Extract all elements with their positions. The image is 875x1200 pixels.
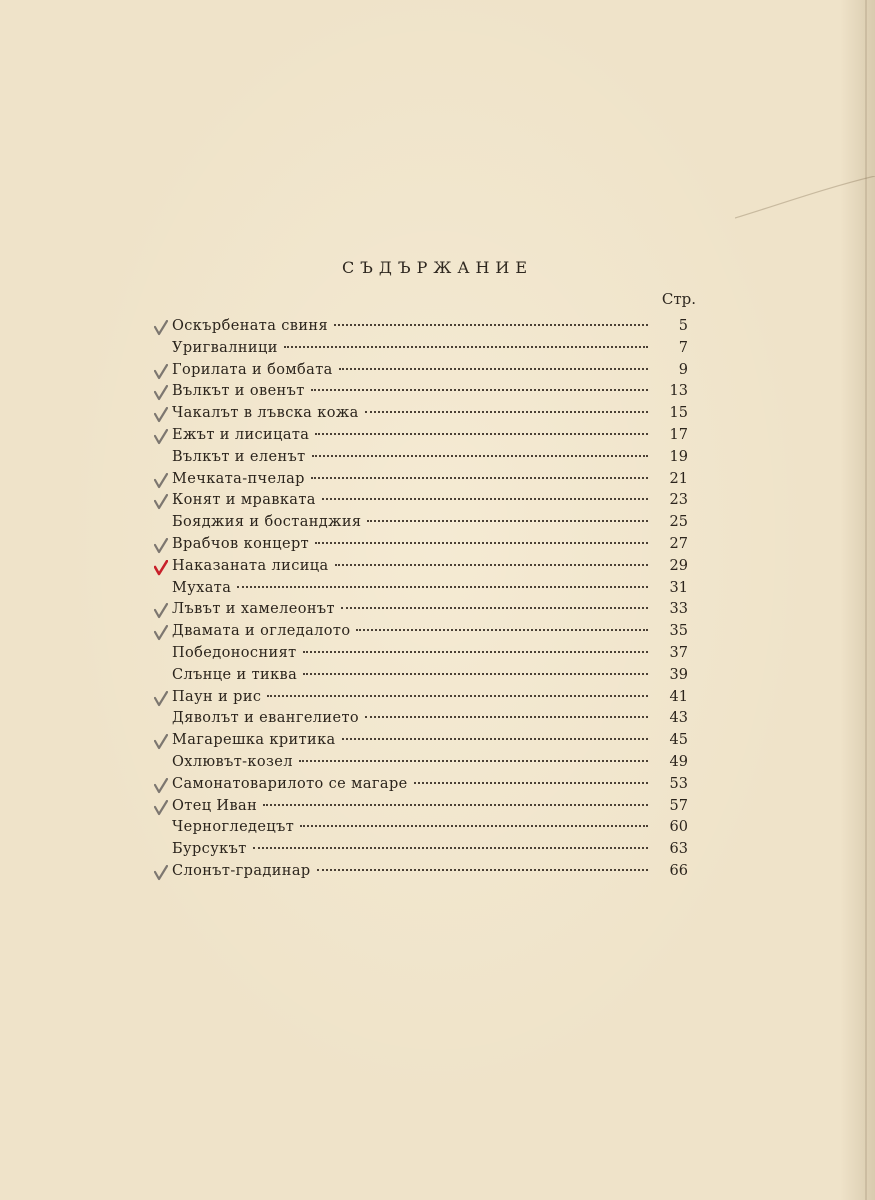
toc-entry-page-number: 63 (669, 841, 688, 858)
pencil-check-mark-icon (154, 429, 168, 445)
toc-entry (148, 469, 688, 491)
dot-leader (342, 738, 648, 740)
toc-entry-page-number: 35 (669, 623, 688, 640)
toc-entry-title: Врабчов концерт (172, 535, 310, 552)
dot-leader (303, 673, 648, 675)
toc-entry-page-number: 23 (669, 492, 688, 509)
toc-entry-title: Чакалът в лъвска кожа (172, 405, 359, 422)
toc-entry-page-number: 31 (669, 579, 688, 596)
toc-entry (148, 752, 688, 774)
pencil-check-mark-icon (154, 800, 168, 816)
toc-entry-title: Победоносният (172, 644, 297, 661)
toc-entry (148, 665, 688, 687)
dot-leader (341, 607, 648, 609)
toc-entry (148, 360, 688, 382)
toc-entry-page-number: 41 (669, 688, 688, 705)
page-edge (865, 0, 867, 1200)
dot-leader (315, 542, 648, 544)
toc-entry (148, 687, 688, 709)
toc-entry-title: Охлювът-козел (172, 753, 293, 770)
toc-entry-page-number: 60 (669, 819, 688, 836)
toc-entry (148, 578, 688, 600)
toc-entry (148, 643, 688, 665)
toc-entry (148, 861, 688, 883)
toc-entry (148, 534, 688, 556)
toc-entry (148, 425, 688, 447)
toc-entry-title: Паун и рис (172, 688, 262, 705)
dot-leader (365, 411, 648, 413)
toc-entry-page-number: 29 (669, 557, 688, 574)
toc-entry-title: Вълкът и овенът (172, 383, 305, 400)
toc-entry (148, 796, 688, 818)
toc-entry (148, 774, 688, 796)
pencil-check-mark-icon (154, 494, 168, 510)
toc-entry-title: Бояджия и бостанджия (172, 514, 362, 531)
toc-entry-page-number: 19 (669, 448, 688, 465)
page-title: СЪДЪРЖАНИЕ (341, 258, 534, 277)
toc-entry (148, 512, 688, 534)
pencil-check-mark-icon (154, 625, 168, 641)
dot-leader (335, 564, 648, 566)
pencil-check-mark-icon (154, 734, 168, 750)
toc-entry-title: Лъвът и хамелеонът (172, 601, 335, 618)
toc-entry-title: Слънце и тиква (172, 666, 298, 683)
toc-entry-page-number: 53 (669, 775, 688, 792)
toc-entry-page-number: 33 (669, 601, 688, 618)
toc-entry (148, 338, 688, 360)
toc-entry (148, 708, 688, 730)
toc-entry (148, 556, 688, 578)
pencil-check-mark-icon (154, 407, 168, 423)
toc-entry-title: Двамата и огледалото (172, 623, 351, 640)
toc-entry (148, 447, 688, 469)
dot-leader (317, 869, 648, 871)
pencil-check-mark-icon (154, 385, 168, 401)
dot-leader (237, 586, 648, 588)
toc-entry (148, 817, 688, 839)
toc-entry-page-number: 15 (669, 405, 688, 422)
toc-entry-page-number: 5 (678, 318, 688, 334)
toc-entry-title: Уригвалници (172, 339, 278, 356)
dot-leader (311, 389, 648, 391)
dot-leader (267, 695, 648, 697)
toc-entry-page-number: 45 (669, 732, 688, 749)
toc-entry-title: Мечката-пчелар (172, 470, 305, 487)
dot-leader (315, 433, 648, 435)
toc-entry-title: Горилата и бомбата (172, 361, 333, 378)
page-column-header: Стр. (661, 290, 696, 308)
toc-entry-page-number: 39 (669, 666, 688, 683)
toc-entry (148, 403, 688, 425)
pencil-check-mark-icon (154, 778, 168, 794)
toc-entry (148, 599, 688, 621)
toc-entry (148, 490, 688, 512)
toc-entry-page-number: 9 (678, 361, 688, 378)
toc-entry-page-number: 37 (669, 644, 688, 661)
dot-leader (322, 498, 648, 500)
toc-entry-page-number: 25 (669, 514, 688, 531)
toc-entry-title: Конят и мравката (172, 492, 316, 509)
toc-entry-page-number: 57 (669, 797, 688, 814)
dot-leader (300, 825, 648, 827)
pencil-check-mark-icon (154, 320, 168, 336)
toc-entry (148, 381, 688, 403)
toc-entry (148, 316, 688, 338)
toc-entry-title: Отец Иван (172, 797, 258, 814)
dot-leader (311, 477, 648, 479)
toc-entry-page-number: 13 (669, 383, 688, 400)
dot-leader (312, 455, 648, 457)
toc-entry-title: Слонът-градинар (172, 862, 311, 879)
toc-entry-title: Дяволът и евангелието (172, 710, 360, 727)
table-of-contents (148, 316, 688, 883)
pencil-check-mark-icon (154, 473, 168, 489)
pencil-check-mark-icon (154, 364, 168, 380)
dot-leader (356, 629, 648, 631)
toc-entry-page-number: 17 (669, 426, 688, 443)
red-check-mark-icon (154, 560, 168, 576)
page-crease-mark (735, 176, 875, 236)
toc-entry-title: Магарешка критика (172, 732, 336, 749)
dot-leader (414, 782, 648, 784)
dot-leader (284, 346, 648, 348)
dot-leader (365, 716, 648, 718)
dot-leader (367, 520, 648, 522)
toc-entry-title: Черногледецът (172, 819, 295, 836)
toc-entry (148, 839, 688, 861)
toc-entry-title: Самонатоварилото се магаре (172, 775, 408, 792)
pencil-check-mark-icon (154, 603, 168, 619)
toc-entry-title: Мухата (172, 579, 232, 596)
dot-leader (334, 324, 648, 326)
toc-entry (148, 621, 688, 643)
toc-entry-page-number: 43 (669, 710, 688, 727)
toc-entry-title: Оскърбената свиня (172, 318, 329, 334)
toc-entry-page-number: 21 (669, 470, 688, 487)
toc-entry-title: Бурсукът (172, 841, 247, 858)
toc-entry-page-number: 27 (669, 535, 688, 552)
dot-leader (253, 847, 648, 849)
pencil-check-mark-icon (154, 538, 168, 554)
toc-entry-page-number: 7 (678, 339, 688, 356)
dot-leader (303, 651, 648, 653)
dot-leader (299, 760, 648, 762)
toc-entry-title: Вълкът и еленът (172, 448, 306, 465)
pencil-check-mark-icon (154, 865, 168, 881)
toc-entry-page-number: 66 (669, 862, 688, 879)
toc-entry-title: Наказаната лисица (172, 557, 329, 574)
toc-entry (148, 730, 688, 752)
toc-entry-page-number: 49 (669, 753, 688, 770)
dot-leader (339, 368, 648, 370)
toc-entry-title: Ежът и лисицата (172, 426, 310, 443)
dot-leader (263, 804, 648, 806)
pencil-check-mark-icon (154, 691, 168, 707)
